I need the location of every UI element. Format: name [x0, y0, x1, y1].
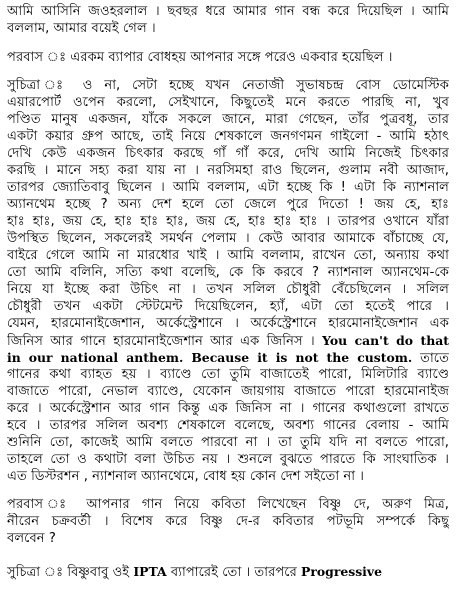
text-line: গানের কথা ব্যাহত হয় । ব্যাণ্ডে তো তুমি বাজাতেই পারো, মিলিটারি ব্যাণ্ডে: [7, 367, 449, 382]
text-line: পরবাস ঃ আপনার গান নিয়ে কবিতা লিখেছেন বিষ্ণু দে, অরুণ মিত্র,: [7, 497, 449, 512]
text-line: তো আমি বলিনি, সত্যি কথা বলেছি, কে কি করবে ? ন্যাশনাল অ্যানথেম-কে: [7, 265, 449, 280]
english-text: Progressive: [301, 564, 382, 579]
text-line: জিনিস আর গানে হারমোনাইজেশান আর এক জিনিস । You can't do that: [7, 333, 449, 349]
text-line: বাইরে গেলে আমি না মারধোর খাই । আমি বললাম, রাখেন তো, অন্যায় কথা: [7, 248, 449, 263]
english-text: in our national anthem. Because it is not the custom.: [7, 350, 413, 365]
text-line: তারপর জ্যোতিবাবু ছিলেন । আমি বললাম, এটা হচ্ছে কি ! এটা কি ন্যাশনাল: [7, 180, 449, 195]
text-line: in our national anthem. Because it is not the custom. তাতে: [7, 350, 449, 366]
text-line: একটা কয়ার গ্রুপ আছে, তাই নিয়ে শেষকালে জনগণমন গাইলো - আমি হঠাৎ: [7, 129, 449, 144]
text-line: হবে । তারপর সলিল অবশ্য শেষকালে বলেছে, অবশ্য গানের বেলায় - আমি: [7, 418, 449, 433]
text-line: উপস্থিত ছিলেন, সকলেরই সমর্থন পেলাম । কেউ আবার আমাকে বাঁচাচ্ছে যে,: [7, 231, 449, 246]
paragraph: [7, 77, 449, 485]
text-line: বাজাতে পারো, নেভাল ব্যাণ্ডে, যেকোন জায়গায় বাজাতে পারো হারমোনাইজ: [7, 384, 449, 399]
text-line: এয়ারপোর্ট ওপেন করলো, সেইখানে, কিছুতেই মনে করতে পারছি না, খুব: [7, 95, 449, 110]
text-line: যেমন, হারমোনাইজেশান, অর্কেস্ট্রেশানে । অর্কেস্ট্রেশানে হারমোনাইজেশান এক: [7, 316, 449, 331]
text-line: বলবেন ?: [7, 531, 56, 546]
paragraph: [7, 3, 449, 37]
text-line: এত ডিস্টরশন , ন্যাশনাল অ্যানথেমে, বোধ হয় কোন দেশ সইতো না ।: [7, 469, 365, 484]
text-line: নীরেন চক্রবর্তী । বিশেষ করে বিষ্ণু দে-র কবিতার পটভূমি সম্পর্কে কিছু: [7, 514, 449, 529]
paragraph: [7, 496, 449, 547]
text-line: করছি । মানে সহ্য করা যায় না । নরসিমহা রাও ছিলেন, গুলাম নবী আজাদ,: [7, 163, 449, 178]
english-text: You can't do that: [322, 333, 449, 348]
text-line: নিয়ে যা ইচ্ছে করা উচিৎ না । তখন সলিল চৌধুরী বেঁচেছিলেন । সলিল: [7, 282, 449, 297]
english-text: IPTA: [133, 564, 167, 579]
text-line: সুচিত্রা ঃ বিষ্ণুবাবু ওই IPTA ব্যাপারেই তো । তারপরে Progressive: [7, 564, 382, 580]
paragraph: [7, 563, 449, 580]
paragraph: [7, 49, 449, 66]
text-line: অ্যানথেম হচ্ছে ? অন্য দেশ হলে তো জেলে পুরে দিতো ! জয় হে, হাঃ: [7, 197, 449, 212]
text-line: সুচিত্রা ঃ ও না, সেটা হচ্ছে যখন নেতাজী সুভাষচন্দ্র বোস ডোমেস্টিক: [7, 78, 449, 93]
text-line: পণ্ডিত মানুষ একজন, যাঁকে সকলে জানে, মারা গেছেন, তাঁর পুত্রবধূ, তার: [7, 112, 449, 127]
text-line: পরবাস ঃ এরকম ব্যাপার বোধহয় আপনার সঙ্গে পরেও একবার হয়েছিল ।: [7, 50, 393, 65]
text-line: আমি আসিনি জওহরলাল । ছবছর ধরে আমার গান বন্ধ করে দিয়েছিল । আমি: [7, 4, 449, 19]
text-line: হাঃ হাঃ, জয় হে, হাঃ হাঃ হাঃ, জয় হে, হাঃ হাঃ হাঃ । তারপর ওখানে যাঁরা: [7, 214, 449, 229]
text-line: বললাম, আমার বয়েই গেল ।: [7, 21, 156, 36]
text-line: দেখি কেউ একজন চিৎকার করছে গাঁ গাঁ করে, দেখি আমি নিজেই চিৎকার: [7, 146, 449, 161]
text-line: শুনিনি তো, কাজেই আমি বলতে পারবো না । তা তুমি যদি না বলতে পারো,: [7, 435, 449, 450]
text-line: তাহলে তো ও কথাটা বলা উচিত নয় । শুনলে বুঝতে পারতে কি সাংঘাতিক ।: [7, 452, 449, 467]
text-line: করে । অর্কেস্ট্রেশান আর গান কিন্তু এক জিনিস না । গানের কথাগুলো রাখতে: [7, 401, 449, 416]
text-line: চৌধুরী তখন একটা স্টেটমেন্ট দিয়েছিলেন, হ্যাঁ, এটা তো হতেই পারে ।: [7, 299, 449, 314]
